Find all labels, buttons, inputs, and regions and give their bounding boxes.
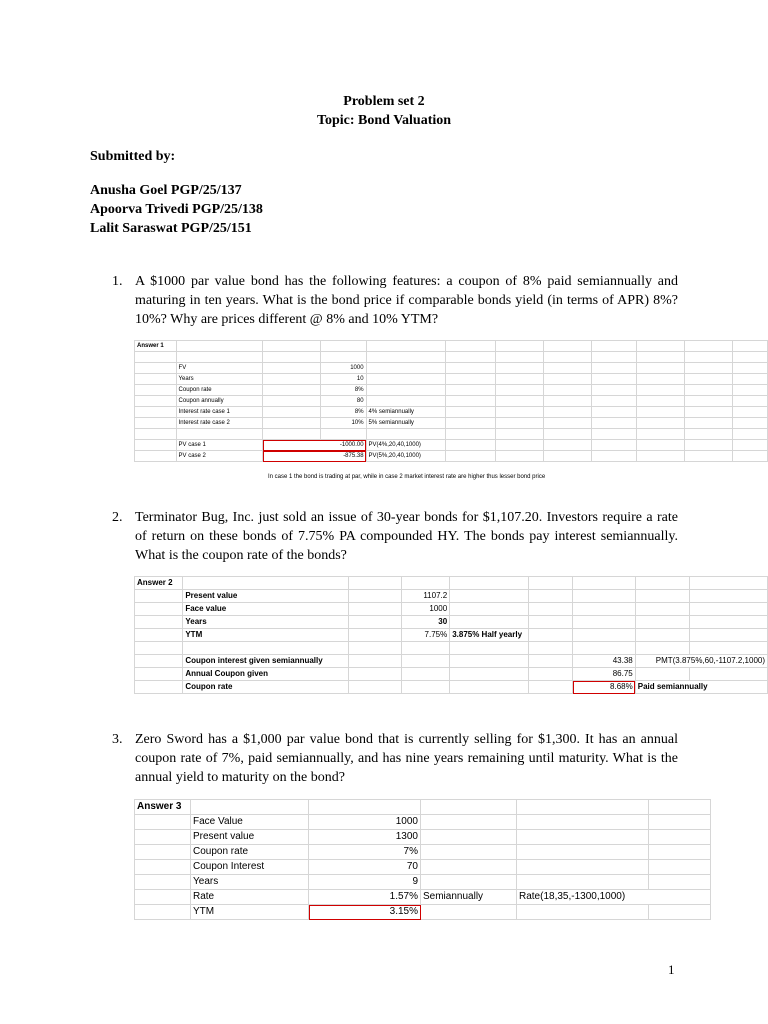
row-label: Interest rate case 1 bbox=[176, 407, 263, 418]
row-label: PV case 2 bbox=[176, 451, 263, 462]
row-formula: Rate(18,35,-1300,1000) bbox=[517, 890, 711, 905]
row-value: 8% bbox=[320, 385, 366, 396]
submitted-by-label: Submitted by: bbox=[90, 149, 176, 164]
question-number: 3. bbox=[112, 732, 123, 747]
answer-label: Answer 3 bbox=[135, 800, 191, 815]
row-label: Coupon rate bbox=[176, 385, 263, 396]
row-value: 1107.2 bbox=[402, 590, 450, 603]
row-label: Coupon rate bbox=[183, 681, 348, 694]
doc-topic: Topic: Bond Valuation bbox=[316, 113, 452, 128]
pv-value: -1000.00 bbox=[263, 440, 366, 451]
question-text: Zero Sword has a $1,000 par value bond that is currently selling for $1,300. It has an annual coupon rate of 7%, paid semiannually, and has nine years remaining until maturity. What is the annual yield to maturity on the bond? bbox=[135, 732, 678, 785]
row-note: 4% semiannually bbox=[366, 407, 446, 418]
question-number: 2. bbox=[112, 510, 123, 525]
author-line: Anusha Goel PGP/25/137 bbox=[90, 183, 242, 198]
row-label: Face Value bbox=[191, 815, 309, 830]
doc-title: Problem set 2 bbox=[343, 94, 425, 109]
row-label: YTM bbox=[191, 905, 309, 920]
row-value: 1300 bbox=[309, 830, 421, 845]
row-value: 1000 bbox=[320, 363, 366, 374]
row-label: FV bbox=[176, 363, 263, 374]
coupon-rate-value: 8.68% bbox=[573, 681, 636, 694]
author-line: Apoorva Trivedi PGP/25/138 bbox=[90, 202, 263, 217]
question-text: Terminator Bug, Inc. just sold an issue of 30-year bonds for $1,107.20. Investors require a rate of return on these bonds of 7.75% PA compounded HY. The bonds pay interest semiannually. What is the coupon rate of the bonds? bbox=[135, 510, 678, 563]
row-note: 3.875% Half yearly bbox=[450, 629, 529, 642]
row-label: Face value bbox=[183, 603, 348, 616]
row-label: Coupon Interest bbox=[191, 860, 309, 875]
author-line: Lalit Saraswat PGP/25/151 bbox=[90, 221, 252, 236]
row-label: Coupon rate bbox=[191, 845, 309, 860]
answer-2-sheet bbox=[134, 576, 768, 694]
row-value: 10% bbox=[320, 418, 366, 429]
pv-value: -875.38 bbox=[263, 451, 366, 462]
question-text: A $1000 par value bond has the following features: a coupon of 8% paid semiannually and maturing in ten years. What is the bond price if comparable bonds yield (in terms of APR) 8%? 10%? Why are prices different @ 8% and 10% YTM? bbox=[135, 274, 678, 327]
answer-1-note: In case 1 the bond is trading at par, while in case 2 market interest rate are higher thus lesser bond price bbox=[268, 474, 546, 480]
row-label: Years bbox=[176, 374, 263, 385]
row-value: 7% bbox=[309, 845, 421, 860]
row-label: YTM bbox=[183, 629, 348, 642]
row-label: Present value bbox=[191, 830, 309, 845]
row-value: 1000 bbox=[402, 603, 450, 616]
question-number: 1. bbox=[112, 274, 123, 289]
row-value: 8% bbox=[320, 407, 366, 418]
page-number: 1 bbox=[668, 962, 675, 977]
row-label: Years bbox=[191, 875, 309, 890]
row-value: 43.38 bbox=[573, 655, 636, 668]
row-value: 10 bbox=[320, 374, 366, 385]
row-value: 70 bbox=[309, 860, 421, 875]
row-note: 5% semiannually bbox=[366, 418, 446, 429]
row-value: 30 bbox=[402, 616, 450, 629]
row-note: Semiannually bbox=[421, 890, 517, 905]
row-label: Interest rate case 2 bbox=[176, 418, 263, 429]
ytm-value: 3.15% bbox=[309, 905, 421, 920]
answer-label: Answer 1 bbox=[135, 341, 177, 352]
answer-label: Answer 2 bbox=[135, 577, 183, 590]
row-value: 80 bbox=[320, 396, 366, 407]
answer-1-sheet bbox=[134, 340, 768, 462]
row-value: 86.75 bbox=[573, 668, 636, 681]
row-label: Rate bbox=[191, 890, 309, 905]
pv-formula: PV(5%,20,40,1000) bbox=[366, 451, 446, 462]
pv-formula: PV(4%,20,40,1000) bbox=[366, 440, 446, 451]
row-label: Years bbox=[183, 616, 348, 629]
row-label: Present value bbox=[183, 590, 348, 603]
answer-3-sheet bbox=[134, 799, 711, 920]
row-value: 9 bbox=[309, 875, 421, 890]
row-label: PV case 1 bbox=[176, 440, 263, 451]
row-label: Coupon interest given semiannually bbox=[183, 655, 348, 668]
row-value: 7.75% bbox=[402, 629, 450, 642]
row-value: 1.57% bbox=[309, 890, 421, 905]
row-label: Annual Coupon given bbox=[183, 668, 348, 681]
row-note: Paid semiannually bbox=[635, 681, 767, 694]
row-value: 1000 bbox=[309, 815, 421, 830]
row-formula: PMT(3.875%,60,-1107.2,1000) bbox=[635, 655, 767, 668]
row-label: Coupon annually bbox=[176, 396, 263, 407]
